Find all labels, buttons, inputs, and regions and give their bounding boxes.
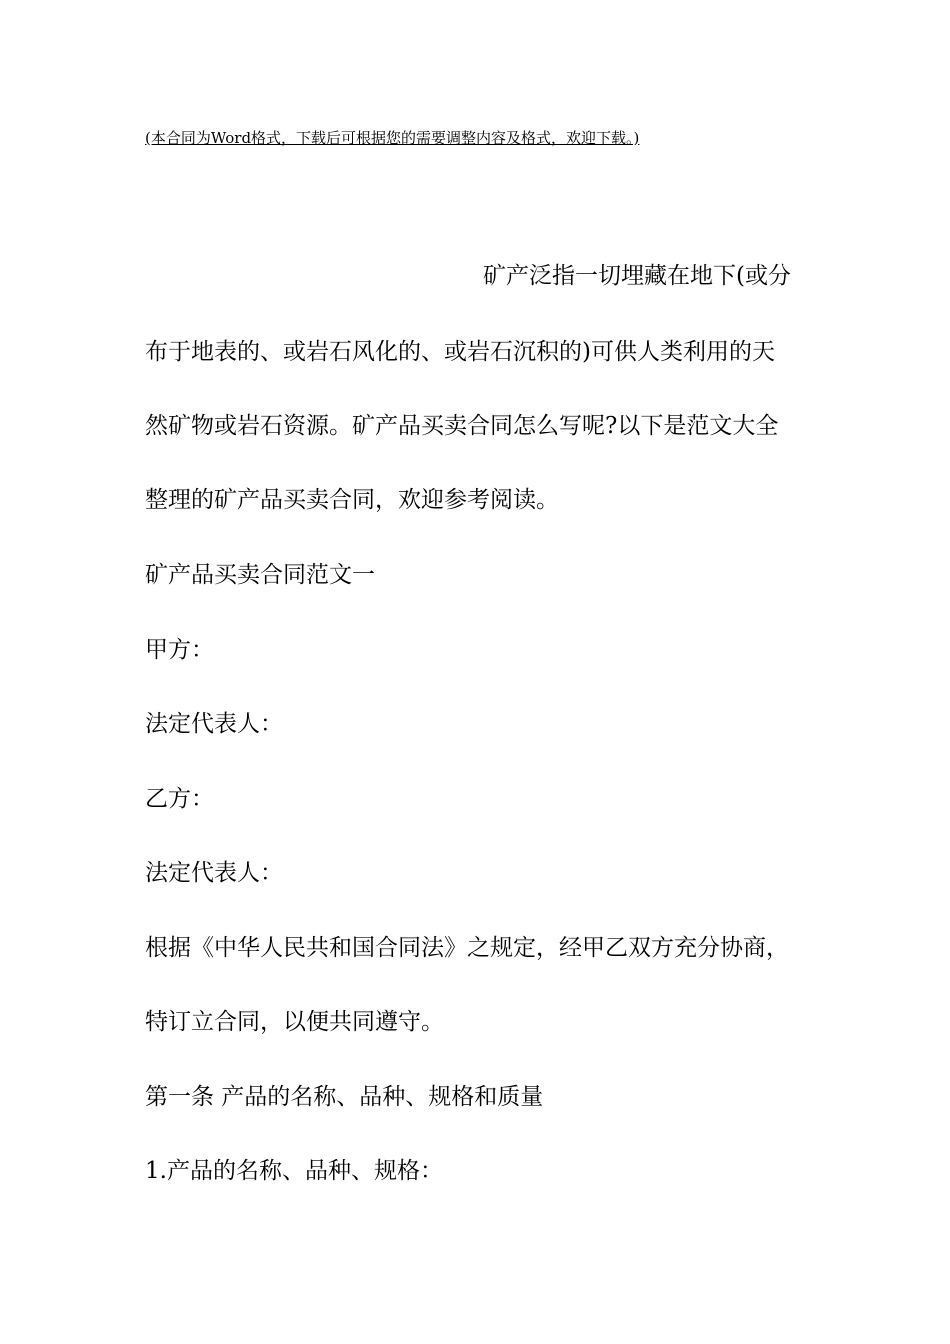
section-title: 矿产品买卖合同范文一: [145, 562, 375, 588]
intro-line-3: 然矿物或岩石资源。矿产品买卖合同怎么写呢?以下是范文大全: [145, 413, 779, 439]
party-a-representative-label: 法定代表人：: [145, 711, 283, 737]
legal-basis-line-1: 根据《中华人民共和国合同法》之规定，经甲乙双方充分协商，: [145, 935, 789, 961]
intro-line-1: 矿产泛指一切埋藏在地下(或分: [483, 263, 791, 289]
party-b-label: 乙方：: [145, 786, 214, 812]
intro-line-4: 整理的矿产品买卖合同，欢迎参考阅读。: [145, 487, 559, 513]
party-a-label: 甲方：: [145, 637, 214, 663]
article-one-heading: 第一条 产品的名称、品种、规格和质量: [145, 1084, 544, 1110]
intro-line-2: 布于地表的、或岩石风化的、或岩石沉积的)可供人类利用的天: [145, 339, 775, 365]
article-one-item-1: 1.产品的名称、品种、规格：: [145, 1158, 443, 1184]
legal-basis-line-2: 特订立合同，以便共同遵守。: [145, 1009, 444, 1035]
party-b-representative-label: 法定代表人：: [145, 860, 283, 886]
download-notice: (本合同为Word格式，下载后可根据您的需要调整内容及格式，欢迎下载。): [145, 129, 640, 147]
